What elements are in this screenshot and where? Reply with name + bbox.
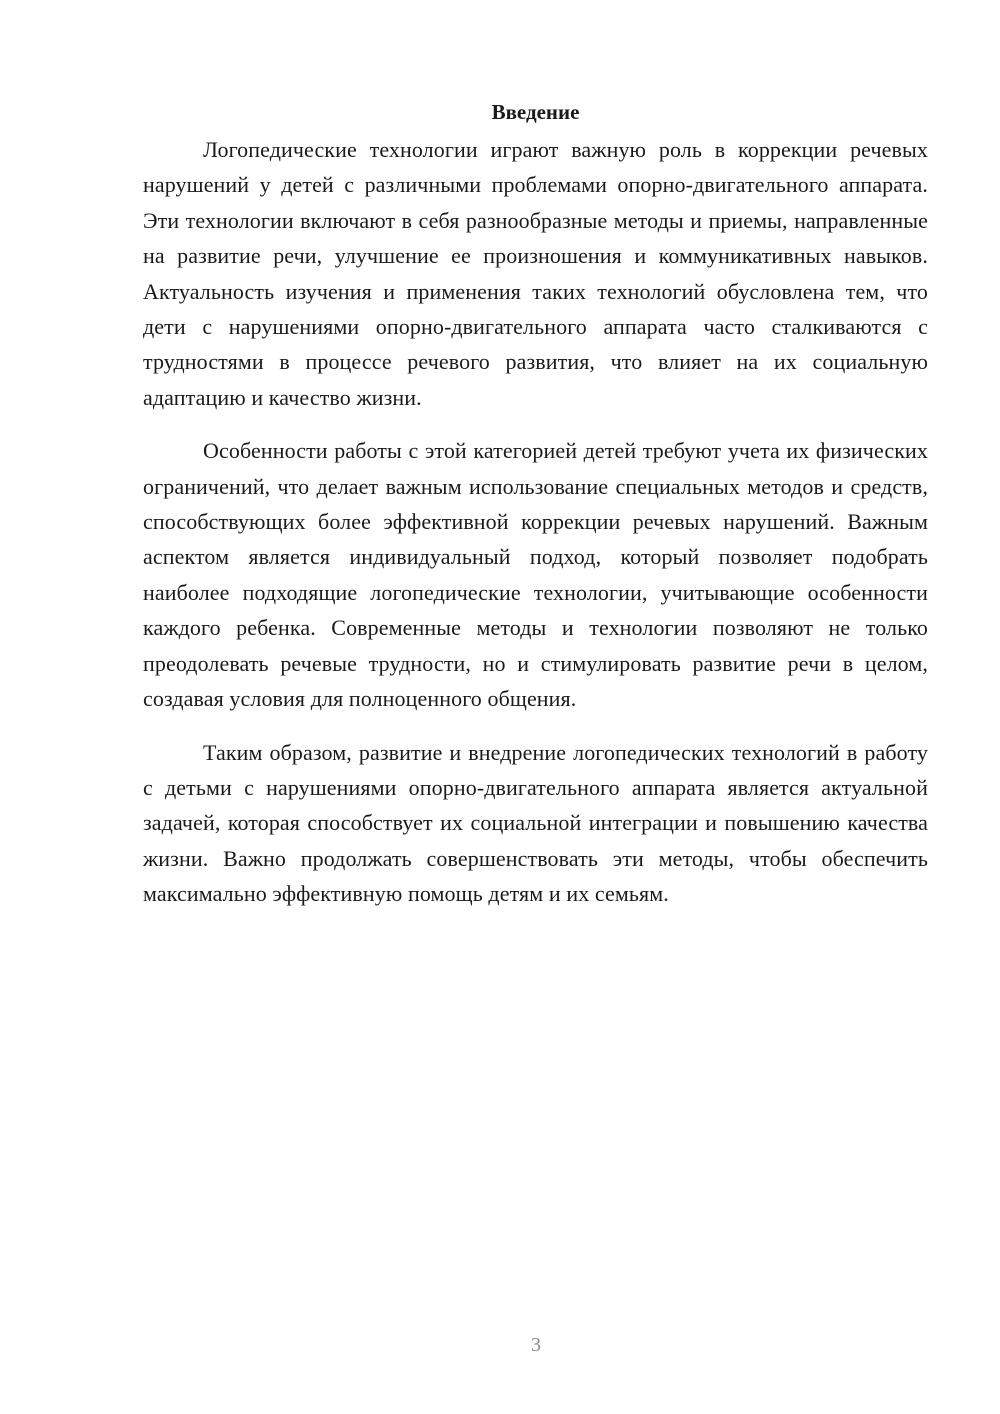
page-content (143, 98, 928, 930)
paragraph-1: Логопедические технологии играют важную роль в коррекции речевых нарушений у детей с различными проблемами опорно-двигательного аппарата. Эти технологии включают в себя разнообразные методы и приемы, направленные на развитие речи, улучшение ее произношения и коммуникативных навыков. Актуальность изучения и применения таких технологий обусловлена тем, что дети с нарушениями опорно-двигательного аппарата часто сталкиваются с трудностями в процессе речевого развития, что влияет на их социальную адаптацию и качество жизни. (143, 137, 928, 410)
section-title: Введение (491, 100, 580, 124)
paragraph-2: Особенности работы с этой категорией детей требуют учета их физических ограничений, что делает важным использование специальных методов и средств, способствующих более эффективной коррекции речевых нарушений. Важным аспектом является индивидуальный подход, который позволяет подобрать наиболее подходящие логопедические технологии, учитывающие особенности каждого ребенка. Современные методы и технологии позволяют не только преодолевать речевые трудности, но и стимулировать развитие речи в целом, создавая условия для полноценного общения. (143, 438, 928, 712)
page-number: 3 (531, 1334, 541, 1356)
paragraph-3: Таким образом, развитие и внедрение логопедических технологий в работу с детьми с нарушениями опорно-двигательного аппарата является актуальной задачей, которая способствует их социальной интеграции и повышению качества жизни. Важно продолжать совершенствовать эти методы, чтобы обеспечить максимально эффективную помощь детям и их семьям. (143, 739, 928, 907)
